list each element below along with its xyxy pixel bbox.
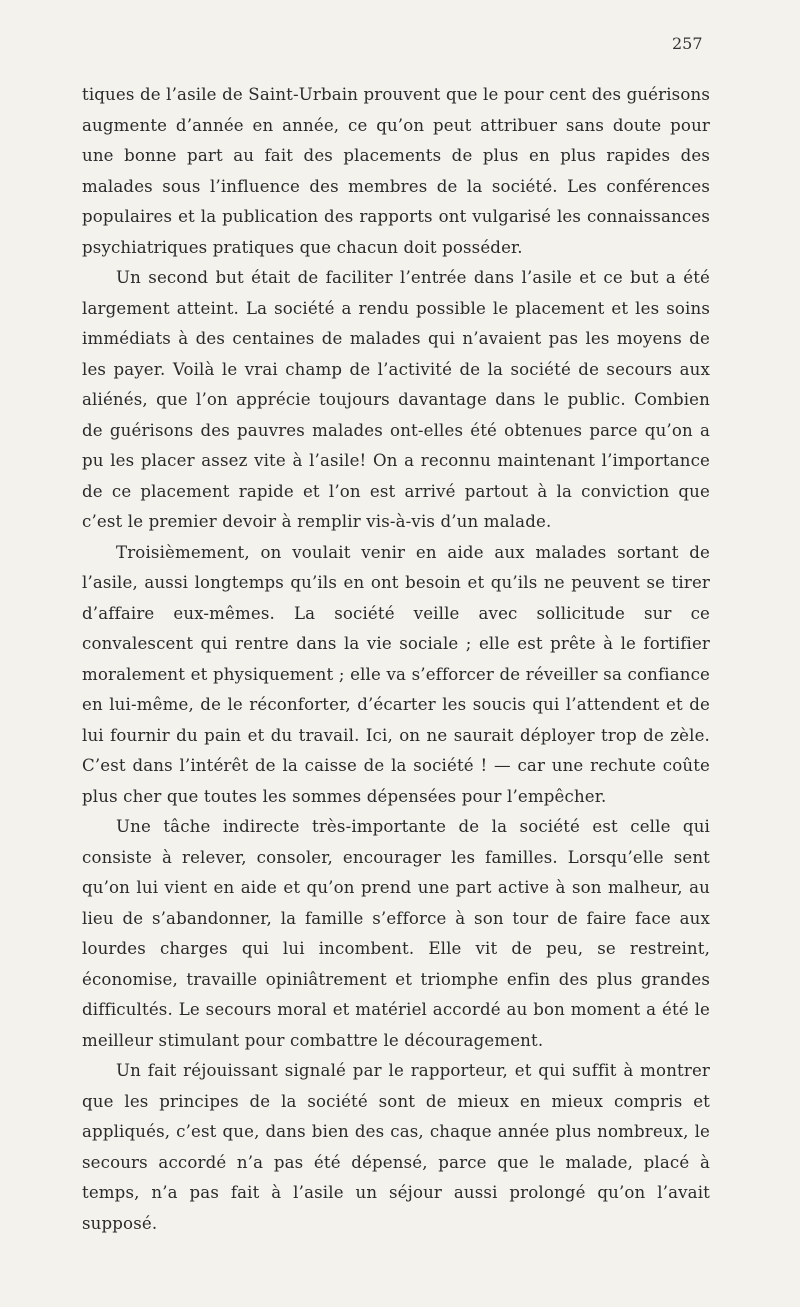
paragraph-2: Un second but était de faciliter l’entrée dans l’asile et ce but a été largement atteint. La société a rendu possible le placement et les soins immédiats à des centaines de malades qui n’avaient pas les moyens de les payer. Voilà le vrai champ de l’activité de la société de secours aux aliénés, que l’on apprécie toujours davantage dans le public. Combien de guérisons des pauvres malades ont-elles été obtenues parce qu’on a pu les placer assez vite à l’asile! On a reconnu maintenant l’importance de ce placement rapide et l’on est arrivé partout à la conviction que c’est le premier devoir à remplir vis-à-vis d’un malade. — [82, 268, 710, 531]
paragraph-4: Une tâche indirecte très-importante de la société est celle qui consiste à relever, consoler, encourager les familles. Lorsqu’elle sent qu’on lui vient en aide et qu’on prend une part active à son malheur, au lieu de s’abandonner, la famille s’efforce à son tour de faire face aux lourdes charges qui lui incombent. Elle vit de peu, se restreint, économise, travaille opiniâtrement et triomphe enfin des plus grandes difficultés. Le secours moral et matériel accordé au bon moment a été le meilleur stimulant pour combattre le découragement. — [82, 817, 710, 1050]
page-number: 257 — [672, 34, 703, 53]
body-text — [82, 80, 710, 1239]
paragraph-3: Troisièmement, on voulait venir en aide aux malades sortant de l’asile, aussi longtemps qu’ils en ont besoin et qu’ils ne peuvent se tirer d’affaire eux-mêmes. La société veille avec sollicitude sur ce convalescent qui rentre dans la vie sociale ; elle est prête à le fortifier moralement et physiquement ; elle va s’efforcer de réveiller sa confiance en lui-même, de le réconforter, d’écarter les soucis qui l’attendent et de lui fournir du pain et du travail. Ici, on ne saurait déployer trop de zèle. C’est dans l’intérêt de la caisse de la société ! — car une rechute coûte plus cher que toutes les sommes dépensées pour l’empêcher. — [82, 542, 710, 806]
paragraph-1: tiques de l’asile de Saint-Urbain prouvent que le pour cent des guérisons augmente d’année en année, ce qu’on peut attribuer sans doute pour une bonne part au fait des placements de plus en plus rapides des malades sous l’influence des membres de la société. Les conférences populaires et la publication des rapports ont vulgarisé les connaissances psychiatriques pratiques que chacun doit posséder. — [82, 85, 710, 257]
paragraph-5: Un fait réjouissant signalé par le rapporteur, et qui suffit à montrer que les principes de la société sont de mieux en mieux compris et appliqués, c’est que, dans bien des cas, chaque année plus nombreux, le secours accordé n’a pas été dépensé, parce que le malade, placé à temps, n’a pas fait à l’asile un séjour aussi prolongé qu’on l’avait supposé. — [82, 1061, 710, 1233]
